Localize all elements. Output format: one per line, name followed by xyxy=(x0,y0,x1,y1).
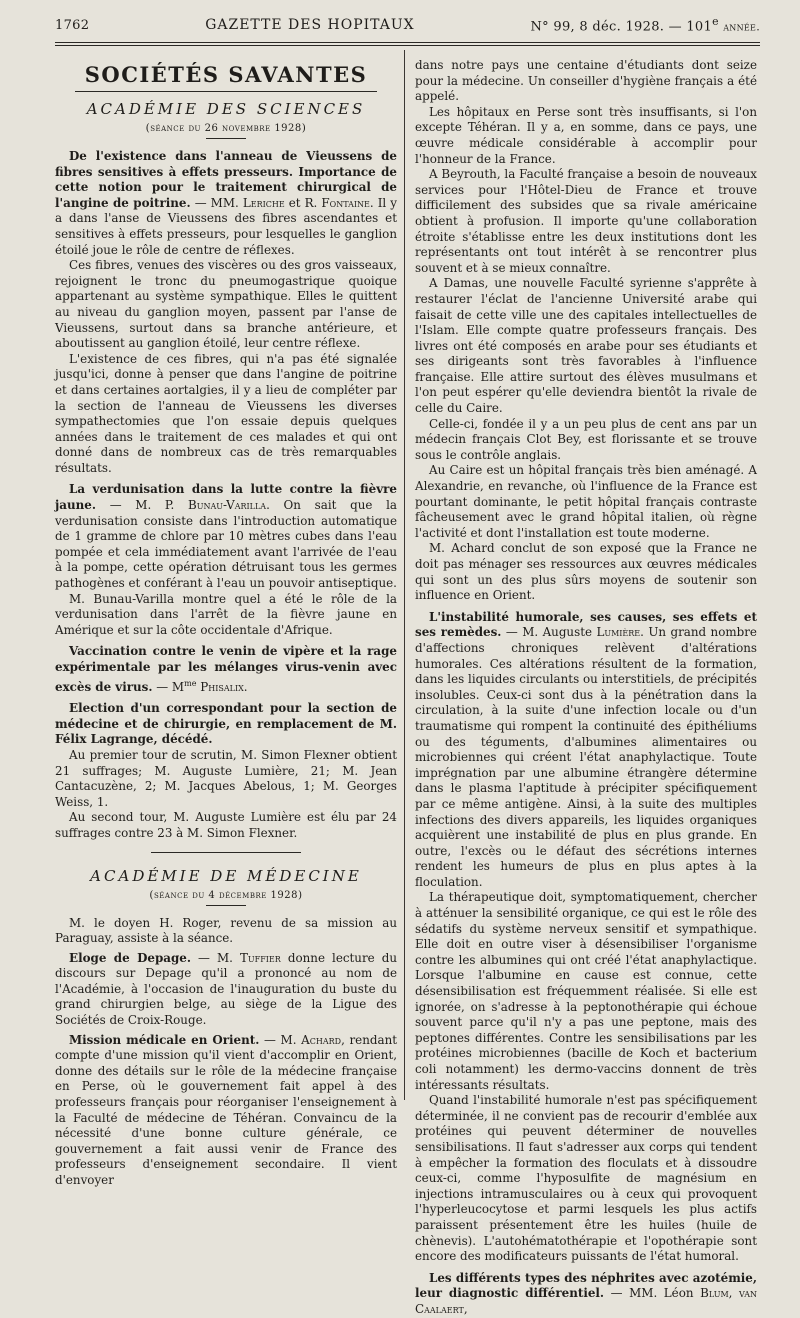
column-divider xyxy=(404,50,405,1100)
article-depage: Eloge de Depage. — M. Tuffier donne lecture du discours sur Depage qu'il a prononcé au nom de l'Académie, à l'occasion de l'inauguration du buste du grand chirurgien belge, au siège de la Ligue des Sociétés de Croix-Rouge. xyxy=(55,950,398,1028)
article-election: Election d'un correspondant pour la section de médecine et de chirurgie, en remplacement de M. Félix Lagrange, décédé. xyxy=(55,701,397,747)
article-vaccination: Vaccination contre le venin de vipère et la rage expérimentale par les mélanges virus-venin avec excès de virus. — $M^{me}$ Phisalix. xyxy=(55,644,397,694)
section-heading xyxy=(55,60,397,92)
academy-medecine-heading: ACADÉMIE DE MÉDECINE xyxy=(90,866,362,885)
short-rule xyxy=(206,138,246,139)
seance-date-sciences: (séance du 26 novembre 1928) xyxy=(145,122,307,134)
header-rule xyxy=(55,42,760,43)
mission-continued-p2: Les hôpitaux en Perse sont très insuffisants, si l'on excepte Téhéran. Il y a, en somme, dans ce pays, une œuvre médicale considérable à accomplir pour l'honneur de la France. xyxy=(415,104,757,166)
page-number: 1762 xyxy=(55,17,90,33)
article-instabilite: L'instabilité humorale, ses causes, ses effets et ses remèdes. — M. Auguste Lumière. Un grand nombre d'affections chroniques relèvent d'altérations humorales. Ces altérations résultent de la formation, dans les liquides circulants ou interstitiels, de précipités insolubles. Ceux-ci sont dus à la pénétration dans la circulation, à la suite d'une infection locale ou d'un traumatisme qui rompent la continuité des épithéliums ou des téguments, d'albumines alimentaires ou microbiennes qui créent l'état anaphylactique. Toute imprégnation par une albumine étrangère détermine dans le plasma l'aptitude à précipiter spécifiquement par ce même antigène. Ainsi, à la suite des multiples infections des divers appareils, les liquides organiques acquièrent une instabilité de plus en plus grande. En outre, l'excès ou le défaut des sécrétions internes rendent les humeurs de plus en plus aptes à la floculation. xyxy=(415,609,757,889)
issue-info: N° 99, 8 déc. 1928. — 101e année. xyxy=(530,15,760,35)
header-rule-double xyxy=(55,45,760,46)
article-verdunisation: La verdunisation dans la lutte contre la fièvre jaune. — M. P. Bunau-Varilla. On sait que la verdunisation consiste dans l'introduction automatique de 1 gramme de chlore par 10 mètres cubes dans l'eau pompée et cela immédiatement avant l'arrivée de l'eau à la pompe, cette opération détruisant tous les germes pathogènes et conférant à l'eau un pouvoir antiseptique. xyxy=(55,482,397,591)
mission-continued-p7: M. Achard conclut de son exposé que la France ne doit pas ménager ses ressources aux œuvres médicales qui sont un des plus sûrs moyens de soutenir son influence en Orient. xyxy=(415,541,757,603)
article-election-p3: Au second tour, M. Auguste Lumière est élu par 24 suffrages contre 23 à M. Simon Flexner. xyxy=(55,810,397,840)
mission-continued-p3: A Beyrouth, la Faculté française a besoin de nouveaux services pour l'Hôtel-Dieu de France et trouve difficilement des subsides que sa rivale américaine obtient à profusion. Il importe qu'une collaboration étroite s'établisse entre les deux institutions dont les représentants ont tout intérêt à se rencontrer plus souvent et à se mieux connaître. xyxy=(415,167,757,275)
article-election-p2: Au premier tour de scrutin, M. Simon Flexner obtient 21 suffrages; M. Auguste Lumière, 21; M. Jean Cantacuzène, 2; M. Jacques Abelous, 1; M. Georges Weiss, 1. xyxy=(55,747,397,809)
left-column xyxy=(55,60,398,1187)
page-header xyxy=(55,12,760,38)
article-vieussens: De l'existence dans l'anneau de Vieussens de fibres sensitives à effets presseurs. Importance de cette notion pour le traitement chirurgical de l'angine de poitrine. — MM. Leriche et R. Fontaine. Il y a dans l'anse de Vieussens des fibres ascendantes et sensitives à effets presseurs, pour lesquelles le ganglion étoilé joue le rôle de centre de réflexes. xyxy=(55,149,397,257)
article-nephrites: Les différents types des néphrites avec azotémie, leur diagnostic différentiel. — MM. Léon Blum, van Caalaert, xyxy=(415,1270,757,1316)
section-title: SOCIÉTÉS SAVANTES xyxy=(75,60,378,92)
article-verdunisation-p2: M. Bunau-Varilla montre quel a été le rôle de la verdunisation dans l'arrêt de la fièvre jaune en Amérique et sur la côte occidentale d'Afrique. xyxy=(55,591,397,637)
journal-title: GAZETTE DES HOPITAUX xyxy=(205,17,415,33)
short-rule-2 xyxy=(206,905,246,906)
mission-continued-p1: dans notre pays une centaine d'étudiants dont seize pour la médecine. Un conseiller d'hygiène français a été appelé. xyxy=(415,58,757,104)
article-roger: M. le doyen H. Roger, revenu de sa mission au Paraguay, assiste à la séance. xyxy=(55,915,397,946)
article-instabilite-p2: La thérapeutique doit, symptomatiquement, chercher à atténuer la sensibilité organique, ce qui est le rôle des sédatifs du système nerveux sensitif et sympathique. Elle doit en outre viser à désensibiliser l'organisme contre les albumines qui ont créé l'état anaphylactique. Lorsque l'albumine en cause est connue, cette désensibilisation est fréquemment réalisée. Si elle est ignorée, on s'adresse à la peptonothérapie qui échoue souvent parce qu'il n'y a pas une peptone, mais des peptones différentes. Contre les sensibilisations par les protéines microbiennes (bacille de Koch et bacterium coli notamment) les dermo-vaccins donnent de très intéressants résultats. xyxy=(415,890,757,1092)
mission-continued-p4: A Damas, une nouvelle Faculté syrienne s'apprête à restaurer l'éclat de l'ancienne Université arabe qui faisait de cette ville une des capitales intellectuelles de l'Islam. Elle compte quatre professeurs français. Des livres ont été composés en arabe pour ses étudiants et ses dirigeants sont très favorables à l'influence française. Elle attire surtout des élèves musulmans et l'on peut espérer qu'elle deviendra bientôt la rivale de celle du Caire. xyxy=(415,276,757,416)
academy-sciences-heading: ACADÉMIE DES SCIENCES xyxy=(86,100,366,118)
mission-continued-p5: Celle-ci, fondée il y a un peu plus de cent ans par un médecin français Clot Bey, est florissante et se trouve sous le contrôle anglais. xyxy=(415,416,757,462)
article-instabilite-p3: Quand l'instabilité humorale n'est pas spécifiquement déterminée, il ne convient pas de recourir d'emblée aux protéines qui peuvent déterminer de nouvelles sensibilisations. Il faut s'adresser aux corps qui tendent à empêcher la formation des floculats et à dissoudre ceux-ci, comme l'hyposulfite de magnésium en injections intramusculaires ou à ceux qui provoquent l'hyperleucocytose et parmi lesquels les plus actifs paraissent présentement être les huiles (huile de chènevis). L'autohématothérapie et l'opothérapie sont encore des modificateurs puissants de l'état humoral. xyxy=(415,1093,757,1264)
article-vieussens-p2: Ces fibres, venues des viscères ou des gros vaisseaux, rejoignent le tronc du pneumogastrique quoique appartenant au système sympathique. Elles le quittent au niveau du ganglion moyen, passent par l'anse de Vieussens, surtout dans sa branche antérieure, et aboutissent au ganglion étoilé, leur centre réflexe. xyxy=(55,258,397,351)
section-rule xyxy=(151,852,301,853)
seance-date-medecine: (séance du 4 décembre 1928) xyxy=(149,888,303,901)
article-mission-orient: Mission médicale en Orient. — M. Achard, rendant compte d'une mission qu'il vient d'accomplir en Orient, donne des détails sur le rôle de la médecine française en Perse, où le gouvernement fait appel à des professeurs français pour réorganiser l'enseignement à la Faculté de médecine de Téhéran. Convaincu de la nécessité d'une bonne culture générale, ce gouvernement a fait aussi venir de France des professeurs d'enseignement secondaire. Il vient d'envoyer xyxy=(55,1032,398,1187)
article-vieussens-p3: L'existence de ces fibres, qui n'a pas été signalée jusqu'ici, donne à penser que dans l'angine de poitrine et dans certaines aortalgies, il y a lieu de compléter par la section de l'anneau de Vieussens les diverses sympathectomies que l'on essaie depuis quelques années dans le traitement de ces malades et qui ont donné dans de nombreux cas de très remarquables résultats. xyxy=(55,351,397,475)
right-column xyxy=(415,58,757,1316)
mission-continued-p6: Au Caire est un hôpital français très bien aménagé. A Alexandrie, en revanche, où l'influence de la France est pourtant dominante, le petit hôpital français contraste fâcheusement avec le grand hôpital italien, où règne l'activité et dont l'installation est toute moderne. xyxy=(415,463,757,540)
